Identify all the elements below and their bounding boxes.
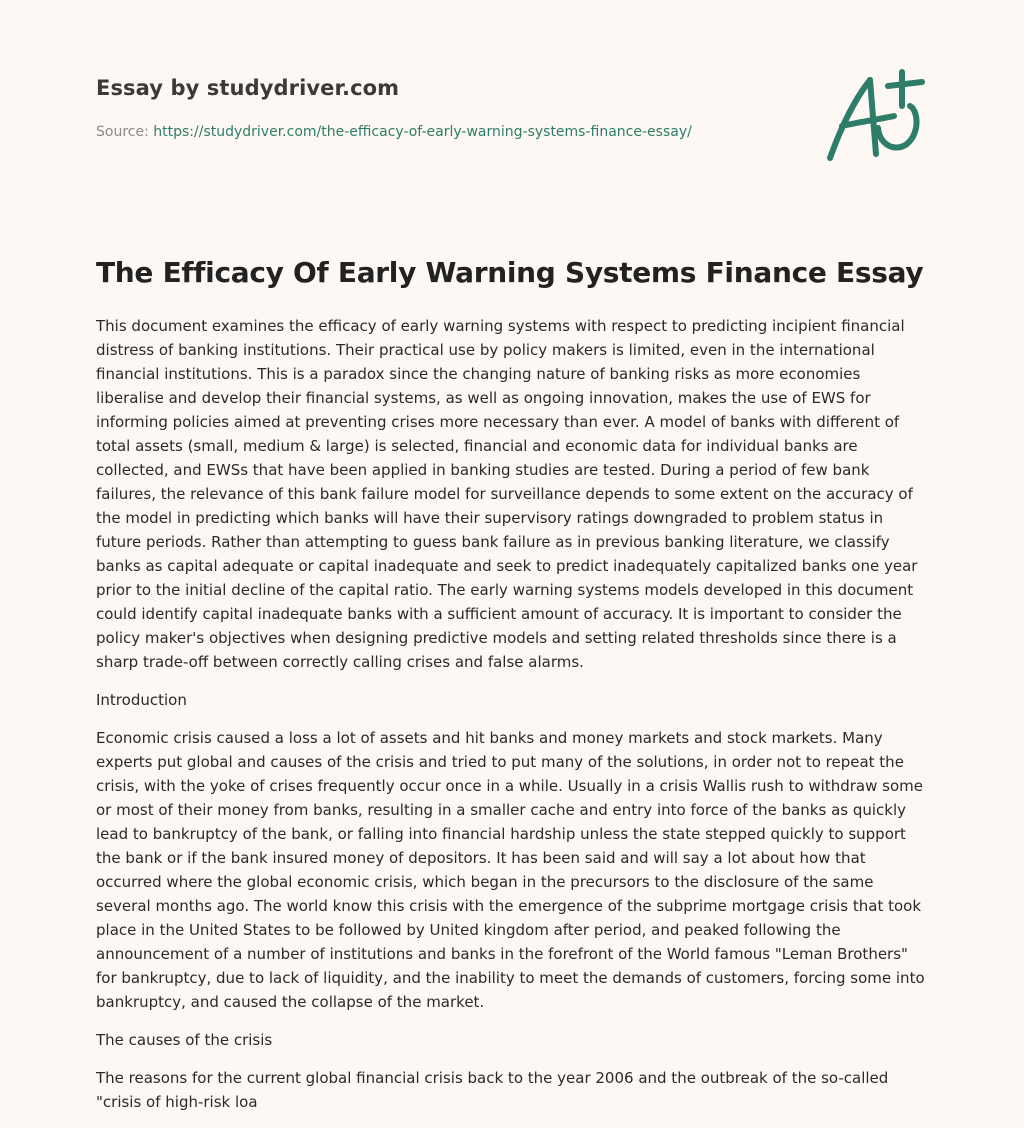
essay-content [96, 314, 932, 1128]
causes-paragraph: The reasons for the current global financial crisis back to the year 2006 and the outbreak of the so-called "crisis of high-risk loa [96, 1069, 889, 1111]
introduction-paragraph: Economic crisis caused a loss a lot of assets and hit banks and money markets and stock markets. Many experts put global and causes of the crisis and tried to put many of the solutions, in order not to repeat the crisis, with the yoke of crises frequently occur once in a while. Usually in a crisis Wallis rush to withdraw some or most of their money from banks, resulting in a smaller cache and entry into force of the banks as quickly lead to bankruptcy of the bank, or falling into financial hardship unless the state stepped quickly to support the bank or if the bank insured money of depositors. It has been said and will say a lot about how that occurred where the global economic crisis, which began in the precursors to the disclosure of the same several months ago. The world know this crisis with the emergence of the subprime mortgage crisis that took place in the United States to be followed by United kingdom after period, and peaked following the announcement of a number of institutions and banks in the forefront of the World famous "Leman Brothers" for bankruptcy, due to lack of liquidity, and the inability to meet the demands of customers, forcing some into bankruptcy, and caused the collapse of the market. [96, 729, 925, 1011]
causes-heading: The causes of the crisis [96, 1031, 273, 1049]
source-line [96, 124, 692, 140]
a-plus-logo-icon [820, 66, 930, 166]
introduction-heading: Introduction [96, 691, 187, 709]
abstract-paragraph: This document examines the efficacy of early warning systems with respect to predicting incipient financial distress of banking institutions. Their practical use by policy makers is limited, even in the international financial institutions. This is a paradox since the changing nature of banking risks as more economies liberalise and develop their financial systems, as well as ongoing innovation, makes the use of EWS for informing policies aimed at preventing crises more necessary than ever. A model of banks with different of total assets (small, medium & large) is selected, financial and economic data for individual banks are collected, and EWSs that have been applied in banking studies are tested. During a period of few bank failures, the relevance of this bank failure model for surveillance depends to some extent on the accuracy of the model in predicting which banks will have their supervisory ratings downgraded to problem status in future periods. Rather than attempting to guess bank failure as in previous banking literature, we classify banks as capital adequate or capital inadequate and seek to predict inadequately capitalized banks one year prior to the initial decline of the capital ratio. The early warning systems models developed in this document could identify capital inadequate banks with a sufficient amount of accuracy. It is important to consider the policy maker's objectives when designing predictive models and setting related thresholds since there is a sharp trade-off between correctly calling crises and false alarms. [96, 317, 918, 671]
source-link[interactable]: https://studydriver.com/the-efficacy-of-early-warning-systems-finance-essay/ [153, 124, 692, 140]
essay-title: The Efficacy Of Early Warning Systems Finance Essay [96, 256, 924, 289]
source-label: Source: [96, 124, 149, 140]
site-title: Essay by studydriver.com [96, 76, 400, 100]
